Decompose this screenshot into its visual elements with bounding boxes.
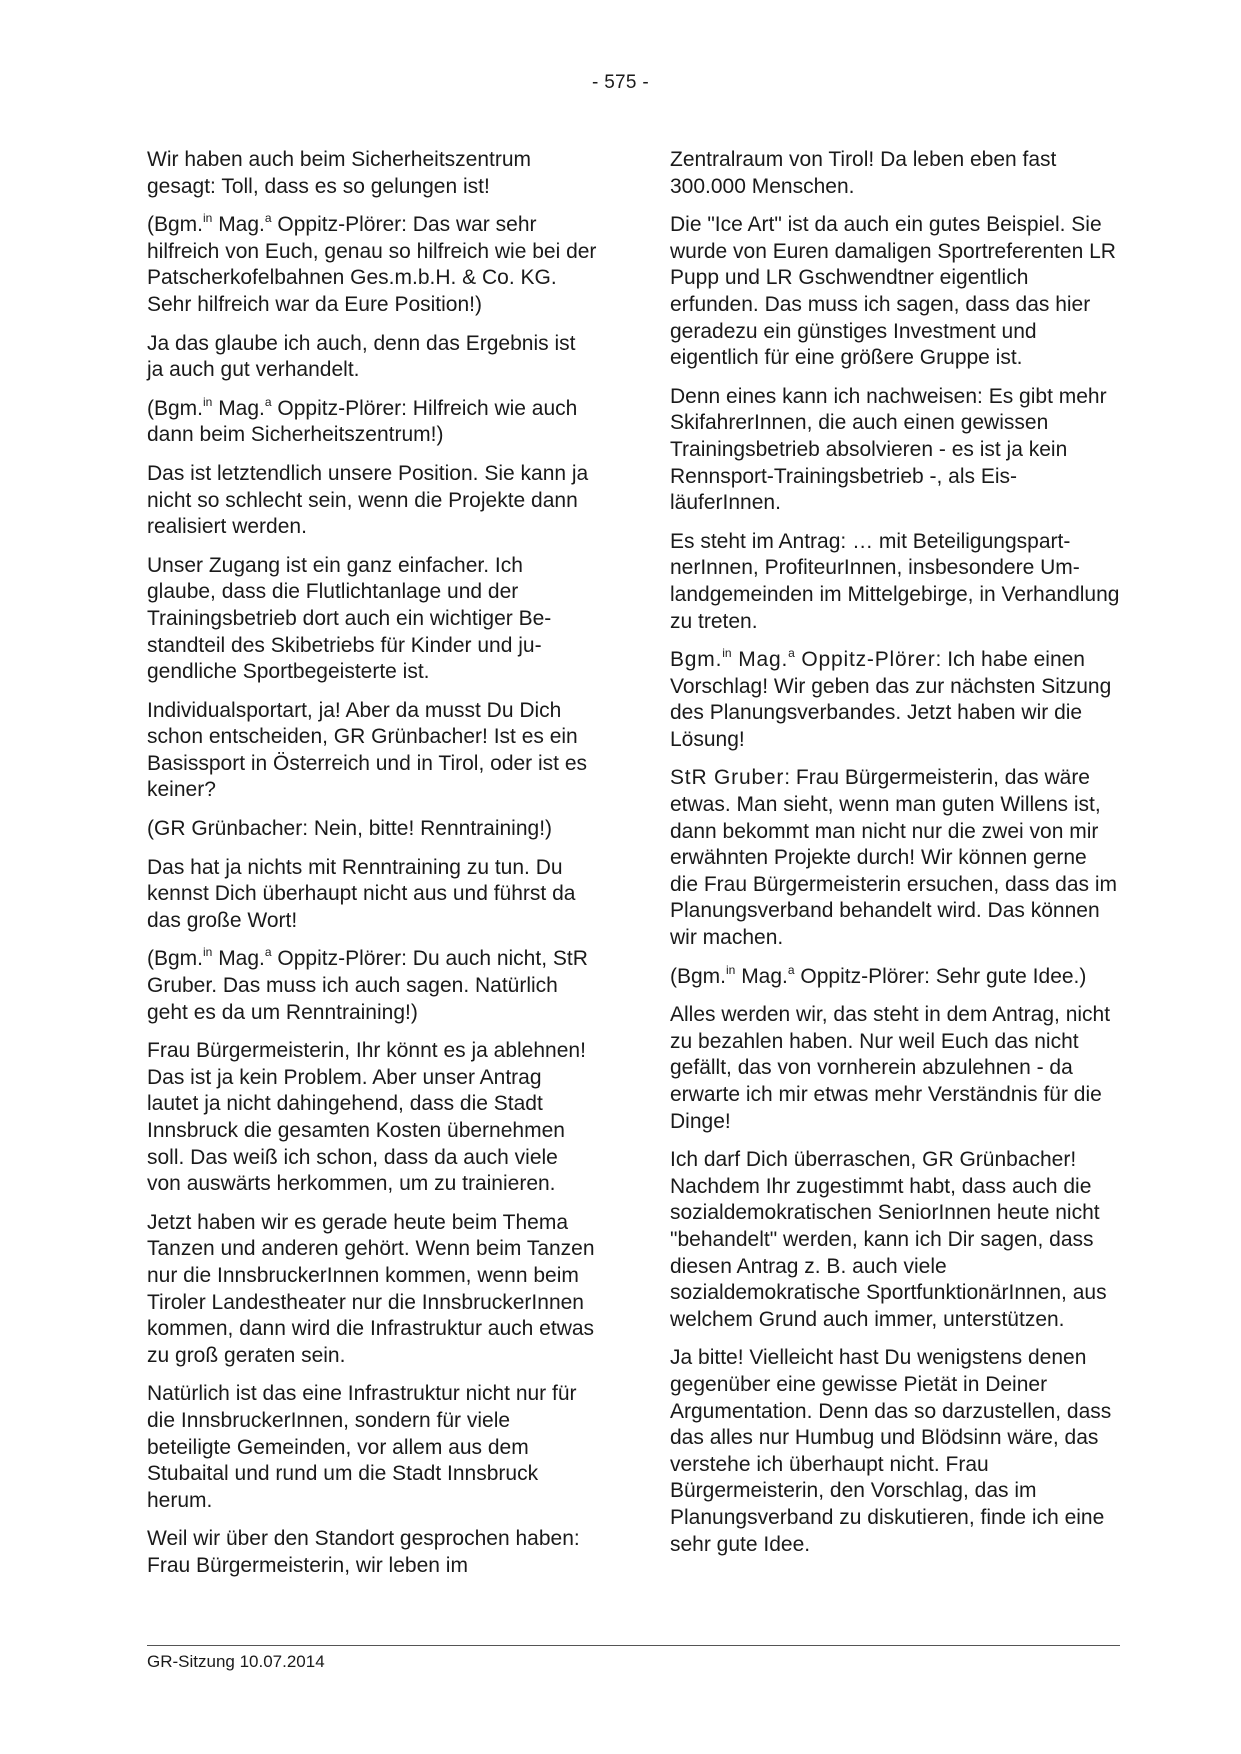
paragraph: Alles werden wir, das steht in dem Antrag, nicht zu bezahlen haben. Nur weil Euch das nicht gefällt, das von vornherein abzulehnen - da erwarte ich mir etwas mehr Verständnis für die Dinge! [670, 1003, 1111, 1133]
paragraph: Jetzt haben wir es gerade heute beim Thema Tanzen und anderen gehört. Wenn beim Tanzen nur die InnsbruckerInnen kommen, wenn beim Tiroler Landestheater nur die InnsbruckerInnen kommen, dann wird die Infrastruktur auch etwas zu groß geraten sein. [147, 1210, 595, 1367]
title-superscript: in [203, 945, 213, 960]
speaker-name: Oppitz-Plörer [794, 648, 936, 672]
paragraph: Ich darf Dich überraschen, GR Grünbacher! Nachdem Ihr zugestimmt habt, dass auch die sozialdemokratischen SeniorInnen heute nicht "behandelt" werden, kann ich Dir sagen, dass diesen Antrag z. B. auch viele sozialdemokratische SportfunktionärInnen, aus welchem Grund auch immer, unterstützen. [670, 1148, 1107, 1331]
paragraph: Natürlich ist das eine Infrastruktur nicht nur für die InnsbruckerInnen, sondern für viele beteiligte Gemeinden, vor allem aus dem Stubaital und rund um die Stadt Innsbruck herum. [147, 1382, 577, 1512]
paragraph: Ja das glaube ich auch, denn das Ergebnis ist ja auch gut verhandelt. [147, 331, 576, 382]
paragraph-text: Oppitz-Plörer: Du auch nicht, StR Gruber. Das muss ich auch sagen. Natürlich geht es da um Renntraining!) [147, 947, 588, 1024]
title-superscript: a [264, 394, 272, 409]
paragraph: Das ist letztendlich unsere Position. Sie kann ja nicht so schlecht sein, wenn die Projekte dann realisiert werden. [147, 461, 589, 539]
interjection-paragraph [147, 946, 597, 1026]
paragraph-text: Oppitz-Plörer: Sehr gute Idee.) [794, 964, 1087, 988]
paragraph-text: : Ich habe einen Vorschlag! Wir geben das zur nächsten Sitzung des Planungsverbandes. Jetzt haben wir die Lösung! [670, 648, 1112, 751]
paragraph: Ja bitte! Vielleicht hast Du wenigstens denen gegenüber eine gewisse Pietät in Deiner Argumentation. Denn das so darzustellen, dass das alles nur Humbug und Blödsinn wäre, das verstehe ich überhaupt nicht. Frau Bürgermeisterin, den Vorschlag, das im Planungsverband zu diskutieren, finde ich eine sehr gute Idee. [670, 1346, 1112, 1556]
title-superscript: in [203, 394, 213, 409]
speaker-prefix: Mag. [731, 648, 789, 672]
title-superscript: a [787, 962, 795, 977]
title-superscript: in [726, 962, 736, 977]
interjection-paragraph [670, 964, 1120, 991]
title-abbreviation: (Bgm. [147, 947, 204, 971]
paragraph: Weil wir über den Standort gesprochen haben: Frau Bürgermeisterin, wir leben im [147, 1527, 580, 1577]
paragraph-text: : Frau Bürgermeisterin, das wäre etwas. Man sieht, wenn man guten Willens ist, dann bekommt man nicht nur die zwei von mir erwähnten Projekte durch! Wir können gerne die Frau Bürgermeisterin ersuchen, dass das im Planungsverband behandelt wird. Das können wir machen. [670, 766, 1118, 950]
title-abbreviation: (Bgm. [147, 396, 204, 420]
paragraph: Unser Zugang ist ein ganz einfacher. Ich glaube, dass die Flutlichtanlage und der Trainingsbetrieb dort auch ein wichtiger Bestandteil des Skibetriebs für Kinder und jugendliche Sportbegeisterte ist. [147, 553, 552, 684]
footer-divider [147, 1645, 1120, 1646]
speaker-prefix: Bgm. [670, 648, 723, 672]
paragraph-text: Oppitz-Plörer: Das war sehr hilfreich von Euch, genau so hilfreich wie bei der Patscherkofelbahnen Ges.m.b.H. & Co. KG. Sehr hilfreich war da Eure Position!) [147, 213, 597, 316]
speaker-paragraph [670, 647, 1120, 753]
speaker-paragraph [670, 765, 1120, 951]
title-superscript: a [788, 646, 795, 661]
paragraph: (GR Grünbacher: Nein, bitte! Renntraining!) [147, 817, 553, 841]
page-number: - 575 - [591, 72, 649, 93]
paragraph-text: Oppitz-Plörer: Hilfreich wie auch dann beim Sicherheitszentrum!) [147, 396, 578, 447]
right-column [670, 147, 1120, 1570]
left-column [147, 147, 597, 1592]
title-abbreviation: Mag. [212, 213, 265, 237]
title-abbreviation: Mag. [212, 396, 265, 420]
title-superscript: a [264, 945, 272, 960]
speaker-name: StR Gruber [670, 766, 785, 790]
paragraph: Das hat ja nichts mit Renntraining zu tun. Du kennst Dich überhaupt nicht aus und führst da das große Wort! [147, 855, 576, 932]
paragraph: Es steht im Antrag: … mit BeteiligungspartnerInnen, ProfiteurInnen, insbesondere Umlandgemeinden im Mittelgebirge, in Verhandlung zu treten. [670, 529, 1120, 633]
paragraph: Die "Ice Art" ist da auch ein gutes Beispiel. Sie wurde von Euren damaligen Sportreferenten LR Pupp und LR Gschwendtner eigentlich erfunden. Das muss ich sagen, dass das hier geradezu ein günstiges Investment und eigentlich für eine größere Gruppe ist. [670, 213, 1116, 370]
title-abbreviation: Mag. [735, 964, 788, 988]
title-superscript: a [264, 211, 272, 226]
interjection-paragraph [147, 396, 597, 449]
title-abbreviation: (Bgm. [670, 964, 727, 988]
paragraph: Frau Bürgermeisterin, Ihr könnt es ja ablehnen! Das ist ja kein Problem. Aber unser Antrag lautet ja nicht dahingehend, dass die Stadt Innsbruck die gesamten Kosten übernehmen soll. Das weiß ich schon, dass da auch viele von auswärts herkommen, um zu trainieren. [147, 1039, 586, 1196]
paragraph: Wir haben auch beim Sicherheitszentrum gesagt: Toll, dass es so gelungen ist! [147, 148, 532, 198]
footer-session-date: GR-Sitzung 10.07.2014 [147, 1652, 325, 1671]
title-abbreviation: Mag. [212, 947, 265, 971]
title-abbreviation: (Bgm. [147, 213, 204, 237]
interjection-paragraph [147, 212, 597, 318]
paragraph: Zentralraum von Tirol! Da leben eben fast 300.000 Menschen. [670, 148, 1057, 198]
paragraph: Denn eines kann ich nachweisen: Es gibt mehr SkifahrerInnen, die auch einen gewissen Trainingsbetrieb absolvieren - es ist ja kein Rennsport-Trainingsbetrieb -, als EisläuferInnen. [670, 384, 1107, 515]
paragraph: Individualsportart, ja! Aber da musst Du Dich schon entscheiden, GR Grünbacher! Ist es ein Basissport in Österreich und in Tirol, oder ist es keiner? [147, 698, 588, 802]
title-superscript: in [203, 211, 213, 226]
title-superscript: in [722, 646, 732, 661]
